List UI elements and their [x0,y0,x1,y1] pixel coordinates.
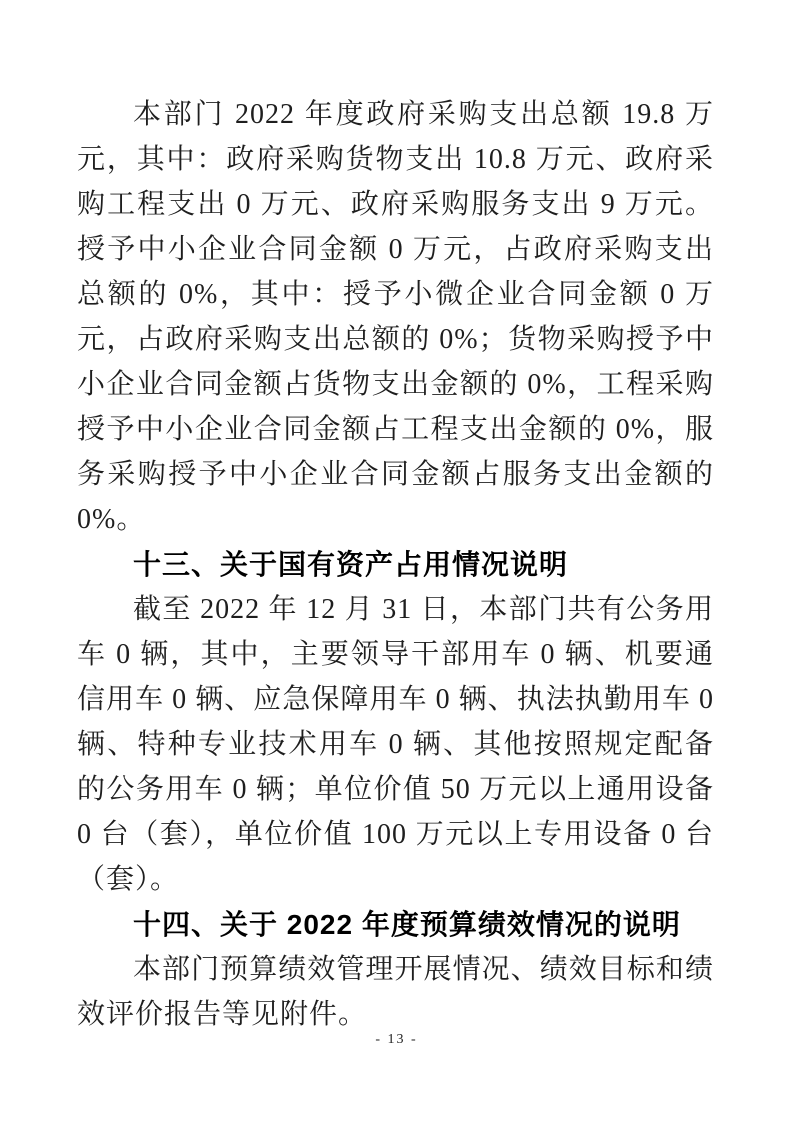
page-number: - 13 - [375,1032,418,1047]
paragraph-government-procurement: 本部门 2022 年度政府采购支出总额 19.8 万元，其中：政府采购货物支出 10.8 万元、政府采购工程支出 0 万元、政府采购服务支出 9 万元。授予中小企业合同金额 0 万元，占政府采购支出总额的 0%，其中：授予小微企业合同金额 0 万元，占政府采购支出总额的 0%；货物采购授予中小企业合同金额占货物支出金额的 0%，工程采购授予中小企业合同金额占工程支出金额的 0%，服务采购授予中小企业合同金额占服务支出金额的 0%。 [77,99,714,535]
page-footer [0,1030,793,1048]
paragraph-state-assets-vehicles-equipment: 截至 2022 年 12 月 31 日，本部门共有公务用车 0 辆，其中，主要领导干部用车 0 辆、机要通信用车 0 辆、应急保障用车 0 辆、执法执勤用车 0 辆、特种专业技术用车 0 辆、其他按照规定配备的公务用车 0 辆；单位价值 50 万元以上通用设备 0 台（套），单位价值 100 万元以上专用设备 0 台（套）。 [77,594,714,895]
section-heading-14-budget-performance: 十四、关于 2022 年度预算绩效情况的说明 [133,909,681,940]
section-heading-13-state-assets: 十三、关于国有资产占用情况说明 [133,549,569,580]
paragraph-budget-performance: 本部门预算绩效管理开展情况、绩效目标和绩效评价报告等见附件。 [77,954,714,1030]
document-body [77,92,714,1037]
